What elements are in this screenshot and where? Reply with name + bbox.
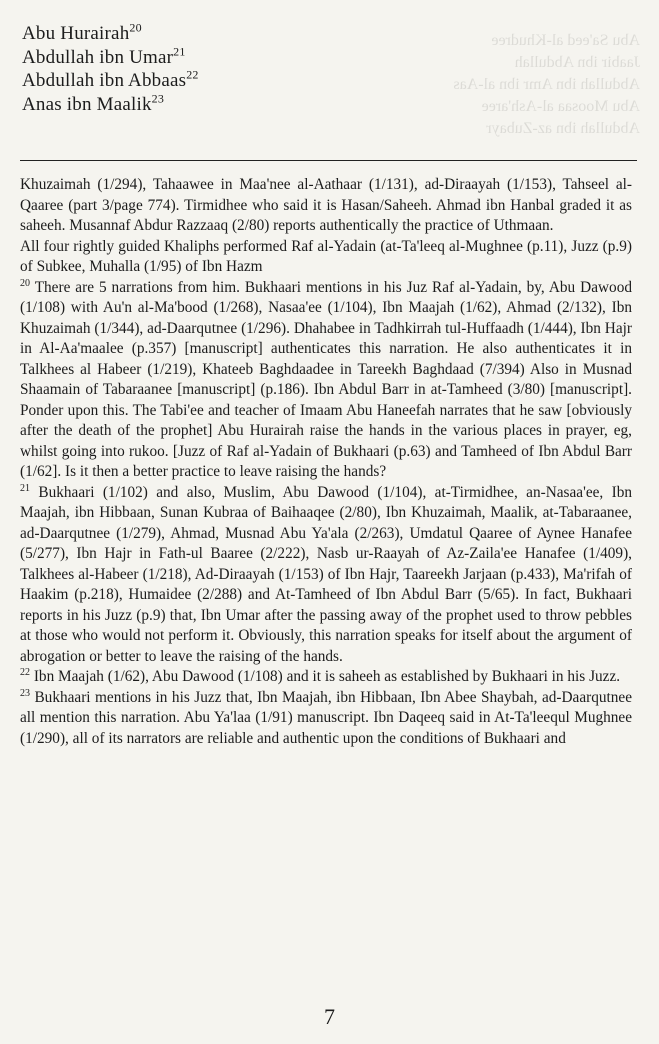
footnote-21: $^{21}$ Bukhaari (1/102) and also, Muslim, Abu Dawood (1/104), at-Tirmidhee, an-Nasaa'ee, Ibn Maajah, ibn Hibbaan, Sunan Kubraa of Baihaaqee (2/80), Ibn Khuzaimah, Maalik, at-Tabaraanee, ad-Daarqutnee (1/279), Ahmad, Musnad Abu Ya'ala (2/263), Umdatul Qaaree of Aynee Hanafee (5/277), Ibn Hajr in Fath-ul Baaree (2/222), Nasb ur-Raayah of Az-Zaila'ee Hanafee (1/409), Talkhees al-Habeer (1/218), Ad-Diraayah (1/153) of Ibn Hajr, Taareekh Jarjaan (p.433), Ma'rifah of Haakim (p.218), Humaidee (2/288) and At-Tamheed of Ibn Abdul Barr (5/65). In fact, Bukhaari reports in his Juzz (p.9) that, Ibn Umar after the passing away of the prophet used to throw pebbles at those who would not perform it. Obviously, this narration speaks for itself about the argument of abrogation or better to leave the raising of the hands. <box>20 482 633 665</box>
narrator-entry: Anas ibn Maalik$^{23}$ <box>22 91 165 115</box>
footnote-ref: 20 <box>129 20 142 35</box>
bleed-through-line: Jaabir ibn Abdullah <box>514 54 640 71</box>
narrator-entry: Abdullah ibn Umar$^{21}$ <box>22 44 186 68</box>
footnote-22: $^{22}$ Ibn Maajah (1/62), Abu Dawood (1/108) and it is saheeh as established by Bukhaari in his Juzz. <box>20 666 621 685</box>
bleed-through-text <box>380 30 640 140</box>
bleed-through-line: Abu Sa'eed al-Khudree <box>491 32 640 49</box>
footnote-20: $^{20}$ There are 5 narrations from him. Bukhaari mentions in his Juz Raf al-Yadain, by, Abu Dawood (1/108) with Au'n al-Ma'bood (1/268), Nasaa'ee (1/104), Ibn Maajah (1/62), Ahmad (2/132), Ibn Khuzaimah (1/344), ad-Daarqutnee (1/296). Dhahabee in Tadhkirrah tul-Huffaadh (1/444), Ibn Hajr in Al-Aa'maalee (p.357) [manuscript] authenticates this narration. He also authenticates it in Talkhees al Habeer (1/219), Khateeb Baghdaadee in Tareekh Baghdaad (7/394) Also in Musnad Shaamain of Tabaraanee [manuscript] (p.186). Ibn Abdul Barr in at-Tamheed (3/80) [manuscript]. Ponder upon this. The Tabi'ee and teacher of Imaam Abu Haneefah narrates that he saw [obviously after the death of the prophet] Abu Hurairah raise the hands in the various places in prayer, eg, whilst going into rukoo. [Juzz of Raf al-Yadain of Bukhaari (p.63) and Tamheed of Ibn Abdul Barr (1/62]. Is it then a better practice to leave raising the hands? <box>20 277 632 480</box>
footnote-number: 22 <box>20 666 30 678</box>
bleed-through-line: Abu Moosaa al-Ash'aree <box>481 98 640 115</box>
footnote-continuation: Khuzaimah (1/294), Tahaawee in Maa'nee al-Aathaar (1/131), ad-Diraayah (1/153), Tahseel al-Qaaree (part 3/page 774). Tirmidhee who said it is Hasan/Saheeh. Ahmad ibn Hanbal graded it as saheeh. Musannaf Abdur Razzaaq (2/80) reports authentically the practice of Uthmaan. <box>20 176 632 234</box>
footnote-ref: 22 <box>186 67 199 82</box>
footnote-number: 21 <box>20 482 30 494</box>
narrator-list <box>22 22 199 116</box>
bleed-through-line: Abdullah ibn az-Zubayr <box>486 120 640 137</box>
page-number: 7 <box>324 1004 335 1029</box>
bleed-through-line: Abdullah ibn Amr ibn al-Aas <box>453 76 640 93</box>
footnote-ref: 21 <box>173 44 186 59</box>
footnotes <box>20 175 632 749</box>
narrator-entry: Abdullah ibn Abbaas$^{22}$ <box>22 67 199 91</box>
footnote-23: $^{23}$ Bukhaari mentions in his Juzz that, Ibn Maajah, ibn Hibbaan, Ibn Abee Shaybah, ad-Daarqutnee all mention this narration. Abu Ya'laa (1/91) manuscript. Ibn Daqeeq said in At-Ta'leequl Mughnee (1/290), all of its narrators are reliable and authentic upon the conditions of Bukhaari and <box>20 687 632 747</box>
narrator-entry: Abu Hurairah$^{20}$ <box>22 20 142 44</box>
footnote-number: 23 <box>20 687 30 699</box>
footnote-continuation: All four rightly guided Khaliphs performed Raf al-Yadain (at-Ta'leeq al-Mughnee (p.11), Juzz (p.9) of Subkee, Muhalla (1/95) of Ibn Hazm <box>20 237 632 275</box>
footnote-divider <box>20 160 637 161</box>
footnote-ref: 23 <box>151 91 165 106</box>
footnote-number: 20 <box>20 277 30 289</box>
